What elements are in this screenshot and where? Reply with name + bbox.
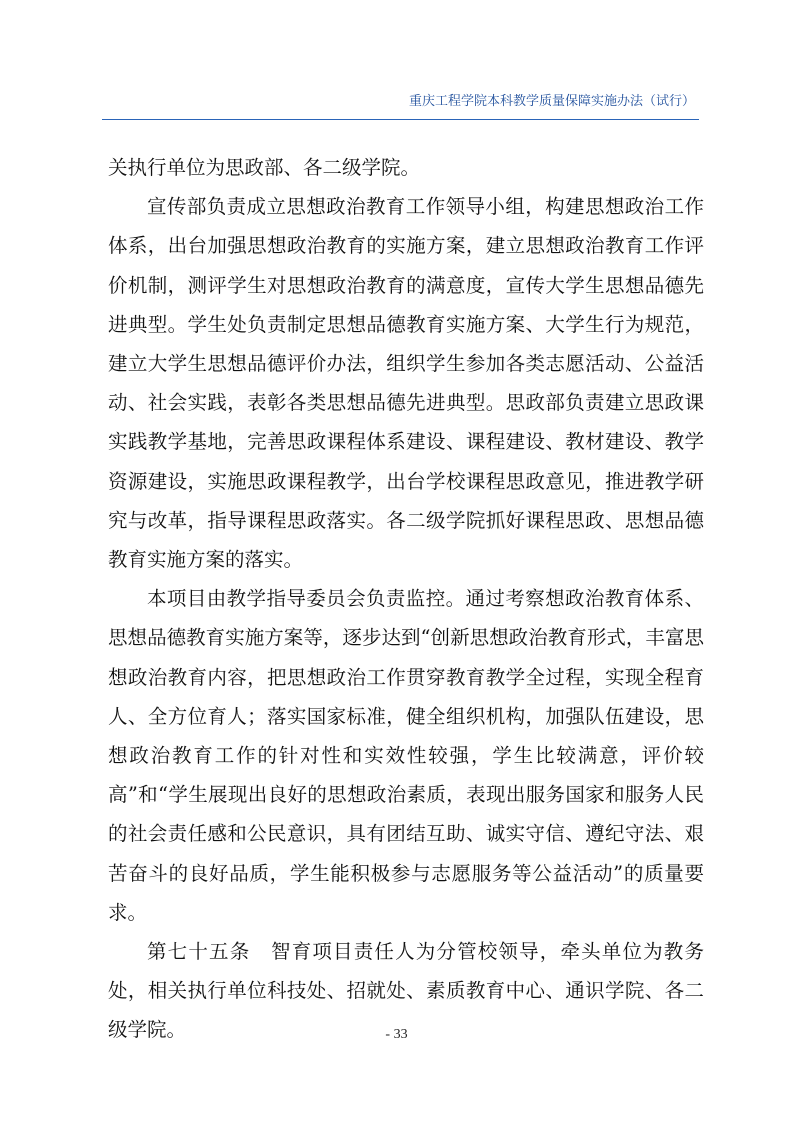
header-title: 重庆工程学院本科教学质量保障实施办法（试行）	[408, 94, 695, 109]
document-body	[108, 148, 704, 1050]
paragraph-monitoring: 本项目由教学指导委员会负责监控。通过考察想政治教育体系、思想品德教育实施方案等，逐步达到“创新思想政治教育形式，丰富思想政治教育内容，把思想政治工作贯穿教育教学全过程，实现全程育人、全方位育人；落实国家标准，健全组织机构，加强队伍建设，思想政治教育工作的针对性和实效性较强，学生比较满意，评价较高”和“学生展现出良好的思想政治素质，表现出服务国家和服务人民的社会责任感和公民意识，具有团结互助、诚实守信、遵纪守法、艰苦奋斗的良好品质，学生能积极参与志愿服务等公益活动”的质量要求。	[108, 587, 704, 924]
paragraph-article-75: 第七十五条 智育项目责任人为分管校领导，牵头单位为教务处，相关执行单位科技处、招就处、素质教育中心、通识学院、各二级学院。	[108, 940, 704, 1042]
page-number: - 33	[385, 1027, 408, 1042]
header-divider	[102, 119, 699, 120]
paragraph-continuation: 关执行单位为思政部、各二级学院。	[108, 156, 421, 179]
paragraph-responsibilities: 宣传部负责成立思想政治教育工作领导小组，构建思想政治工作体系，出台加强思想政治教育的实施方案，建立思想政治教育工作评价机制，测评学生对思想政治教育的满意度，宣传大学生思想品德先进典型。学生处负责制定思想品德教育实施方案、大学生行为规范，建立大学生思想品德评价办法，组织学生参加各类志愿活动、公益活动、社会实践，表彰各类思想品德先进典型。思政部负责建立思政课实践教学基地，完善思政课程体系建设、课程建设、教材建设、教学资源建设，实施思政课程教学，出台学校课程思政意见，推进教学研究与改革，指导课程思政落实。各二级学院抓好课程思政、思想品德教育实施方案的落实。	[108, 195, 704, 572]
